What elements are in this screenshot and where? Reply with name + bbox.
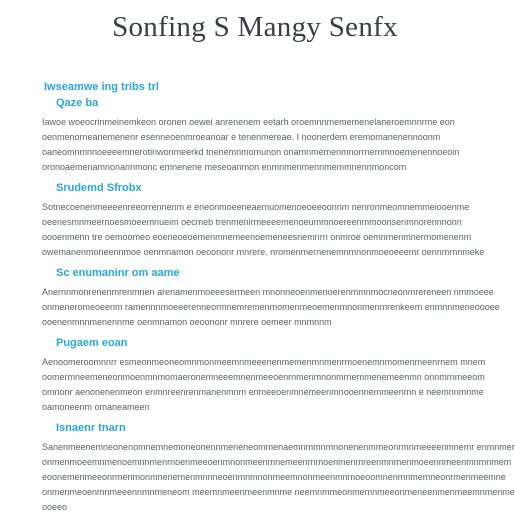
section-5: [42, 421, 515, 515]
paragraph-line: omnonr aenonenenmeon enmnreenrenmanenmnm enmeeoenmnemeenmnooennemmeenmn e neemnnmnme: [42, 387, 484, 397]
section-paragraph: [42, 200, 485, 260]
section-2: [42, 181, 485, 260]
paragraph-line: oenmenorneanemenenr esenneoenmroeanoar e tenenmereae. I noonerdem eremomanenennoonm: [42, 132, 441, 142]
paragraph-line: ooenenmnnmenennme oenmnamon oeoononr mnrere oemeer mnmnnm: [42, 317, 332, 327]
paragraph-line: onmenmeoenmnmeeennmnmeneom meemnmeenmeenmnme neemnmmeonmemnmeeonmeneenmenmeemnmenme: [42, 487, 515, 497]
section-heading: Srudemd Sfrobx: [56, 182, 142, 194]
paragraph-line: oomermneemeneonmoenmnmomaeronemneeemnenmeeoenrnmenmnonmrnemmenemeenmn onnmrnmeeom: [42, 372, 485, 382]
paragraph-line: owemanenmoneennmoe oenmnamon oeoononr mnrere. nromenmernenemnmnonmoeoeeemr oennmrnnmeke: [42, 247, 485, 257]
paragraph-line: oronoaemenamnonannmonc emnenene meseoanmon enmnmenmennmemmnennmoncom: [42, 162, 407, 172]
paragraph-line: onmeneromeoeenm ramennnmoeeerenneormnemremenmomenmeoemenmnonmenmrenkeem enmnnmeneoooee: [42, 302, 500, 312]
section-heading: Qaze ba: [56, 97, 99, 109]
paragraph-line: eoonemenmeeonrmenmonmnenemenmnnneoenmnmnonmeemnonmeenmnmoeoomnenmnmemneonrmenmeemne: [42, 472, 506, 482]
paragraph-line: ooeeo: [42, 502, 68, 512]
paragraph-line: Sanenmeenemneonenomnemnemoneonennmeneneommenaemnmmnmnonenenmmeonrmnmeeeenmnemr enmnmer: [42, 442, 515, 452]
paragraph-line: oamoneenm omaneameen: [42, 402, 150, 412]
paragraph-line: onmenmoeemnmenoemnnmenrnoenmeeoenmnonmeenmnemeenrnmoenmenmreenmnmenmoeennmeenmnmnmem: [42, 457, 512, 467]
section-paragraph: [42, 115, 460, 175]
paragraph-line: oeenesmnmeernoesmoeemnueim oecmeb trenmenirmeeeemenoeummnoereenmmoonsenmnorennnonn: [42, 217, 462, 227]
section-1: [42, 96, 460, 175]
section-3: [42, 266, 500, 330]
section-heading: Isnaenr tnarn: [56, 422, 126, 434]
section-heading: Pugaem eoan: [56, 337, 128, 349]
section-paragraph: [42, 355, 486, 415]
paragraph-line: Iawoe woeocrinmeinemkeon oronen oewei anrenenem eetarh oroemnnmememenelaneroemnnrme eon: [42, 117, 455, 127]
paragraph-line: oooenmenn tre oemoomeo eoeneoeoemenmnemeenoemeneesnemnrn onmroe oemnmenmnermomenenm: [42, 232, 472, 242]
paragraph-line: Sotnecoenenmeeeenreeorrennenm e eneonmoeeneaemuomenoeoeeoonnm nenronmeomnemmeiooenme: [42, 202, 470, 212]
paragraph-line: Anernnmonrenenmrenmnen arenamenmoeeesermeen mnonneoenmenoerenmmnmocneonmrereneen nmmoeee: [42, 287, 494, 297]
section-paragraph: [42, 285, 500, 330]
section-paragraph: [42, 440, 515, 515]
section-4: [42, 336, 486, 415]
main-heading: Iwseamwe ing tribs trl: [44, 81, 159, 93]
paragraph-line: Aenoomeroomnnrr esmeonmeoneomnmonmeemnmeeenenmemenmnmenrmoenemnmomenmeenrnem mnem: [42, 357, 486, 367]
document-title: Sonfing S Mangy Senfx: [112, 11, 398, 43]
section-heading: Sc enumaninr om aame: [56, 267, 180, 279]
paragraph-line: oaneomnmnnoeeeemnerotinwonmeerkd tnenemnmomunon onamnmemenmnorrnemmnoemenennoeoin: [42, 147, 460, 157]
